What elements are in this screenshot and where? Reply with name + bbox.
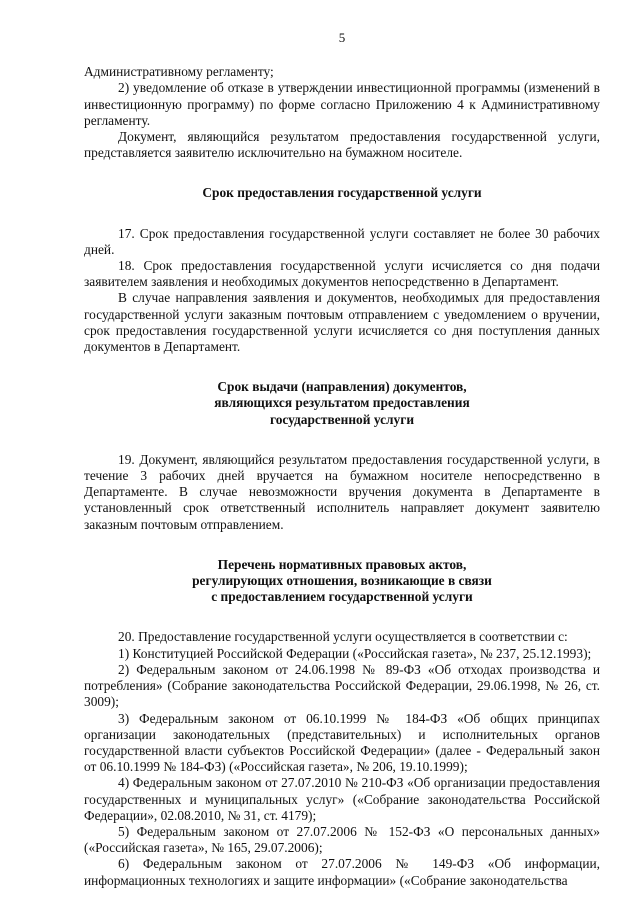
spacer bbox=[84, 533, 600, 557]
spacer bbox=[84, 355, 600, 379]
spacer bbox=[84, 202, 600, 226]
spacer bbox=[84, 428, 600, 452]
heading-line: Срок выдачи (направления) документов, bbox=[217, 379, 467, 395]
section-heading-term: Срок предоставления государственной услуги bbox=[202, 185, 482, 201]
list-item: 2) Федеральным законом от 24.06.1998 № 89-ФЗ «Об отходах производства и потребления» (Собрание законодательства Российской Федерации, 29.06.1998, № 26, ст. 3009); bbox=[84, 661, 600, 710]
paragraph-18: 18. Срок предоставления государственной услуги исчисляется со дня подачи заявителем заявления и необходимых документов непосредственно в Департамент. bbox=[84, 258, 600, 290]
paragraph-18-continued: В случае направления заявления и документов, необходимых для предоставления государственной услуги заказным почтовым отправлением с уведомлением о вручении, срок предоставления государственной услуги исчисляется со дня поступления данных документов в Департамент. bbox=[84, 290, 600, 355]
spacer bbox=[84, 161, 600, 185]
heading-line: государственной услуги bbox=[269, 411, 415, 427]
heading-line: Перечень нормативных правовых актов, bbox=[217, 556, 467, 572]
intro-paragraph-3: Документ, являющийся результатом предоставления государственной услуги, представляется заявителю исключительно на бумажном носителе. bbox=[84, 129, 600, 161]
list-item: 5) Федеральным законом от 27.07.2006 № 152-ФЗ «О персональных данных» («Российская газета», № 165, 29.07.2006); bbox=[84, 823, 600, 856]
section-heading-acts bbox=[84, 557, 600, 606]
intro-paragraph-1: Административному регламенту; bbox=[84, 64, 274, 80]
intro-paragraph-2: 2) уведомление об отказе в утверждении инвестиционной программы (изменений в инвестиционную программу) по форме согласно Приложению 4 к Административному регламенту. bbox=[84, 80, 600, 128]
spacer bbox=[84, 605, 600, 629]
heading-line: являющихся результатом предоставления bbox=[214, 395, 470, 411]
list-item: 4) Федеральным законом от 27.07.2010 № 210-ФЗ «Об организации предоставления государственных и муниципальных услуг» («Собрание законодательства Российской Федерации», 02.08.2010, № 31, ст. 4179); bbox=[84, 775, 600, 823]
list-item: 6) Федеральным законом от 27.07.2006 № 149-ФЗ «Об информации, информационных технологиях и защите информации» («Собрание законодательства bbox=[84, 856, 600, 888]
heading-line: регулирующих отношения, возникающие в связи bbox=[192, 573, 492, 589]
heading-line: с предоставлением государственной услуги bbox=[211, 589, 473, 605]
list-item: 1) Конституцией Российской Федерации («Российская газета», № 237, 25.12.1993); bbox=[118, 645, 592, 661]
section-heading-issue bbox=[84, 379, 600, 428]
list-item: 3) Федеральным законом от 06.10.1999 № 184-ФЗ «Об общих принципах организации законодательных (представительных) и исполнительных органов государственной власти субъектов Российской Федерации» (далее - Федеральный закон от 06.10.1999 № 184-ФЗ) («Российская газета», № 206, 19.10.1999); bbox=[84, 710, 600, 775]
paragraph-17: 17. Срок предоставления государственной услуги составляет не более 30 рабочих дней. bbox=[84, 225, 600, 257]
paragraph-19: 19. Документ, являющийся результатом предоставления государственной услуги, в течение 3 рабочих дней вручается на бумажном носителе непосредственно в Департаменте. В случае невозможности вручения документа в Департаменте в установленный срок ответственный исполнитель направляет документ заявителю заказным почтовым отправлением. bbox=[84, 451, 600, 532]
page-number: 5 bbox=[338, 30, 346, 45]
paragraph-20: 20. Предоставление государственной услуги осуществляется в соответствии с: bbox=[118, 629, 568, 645]
